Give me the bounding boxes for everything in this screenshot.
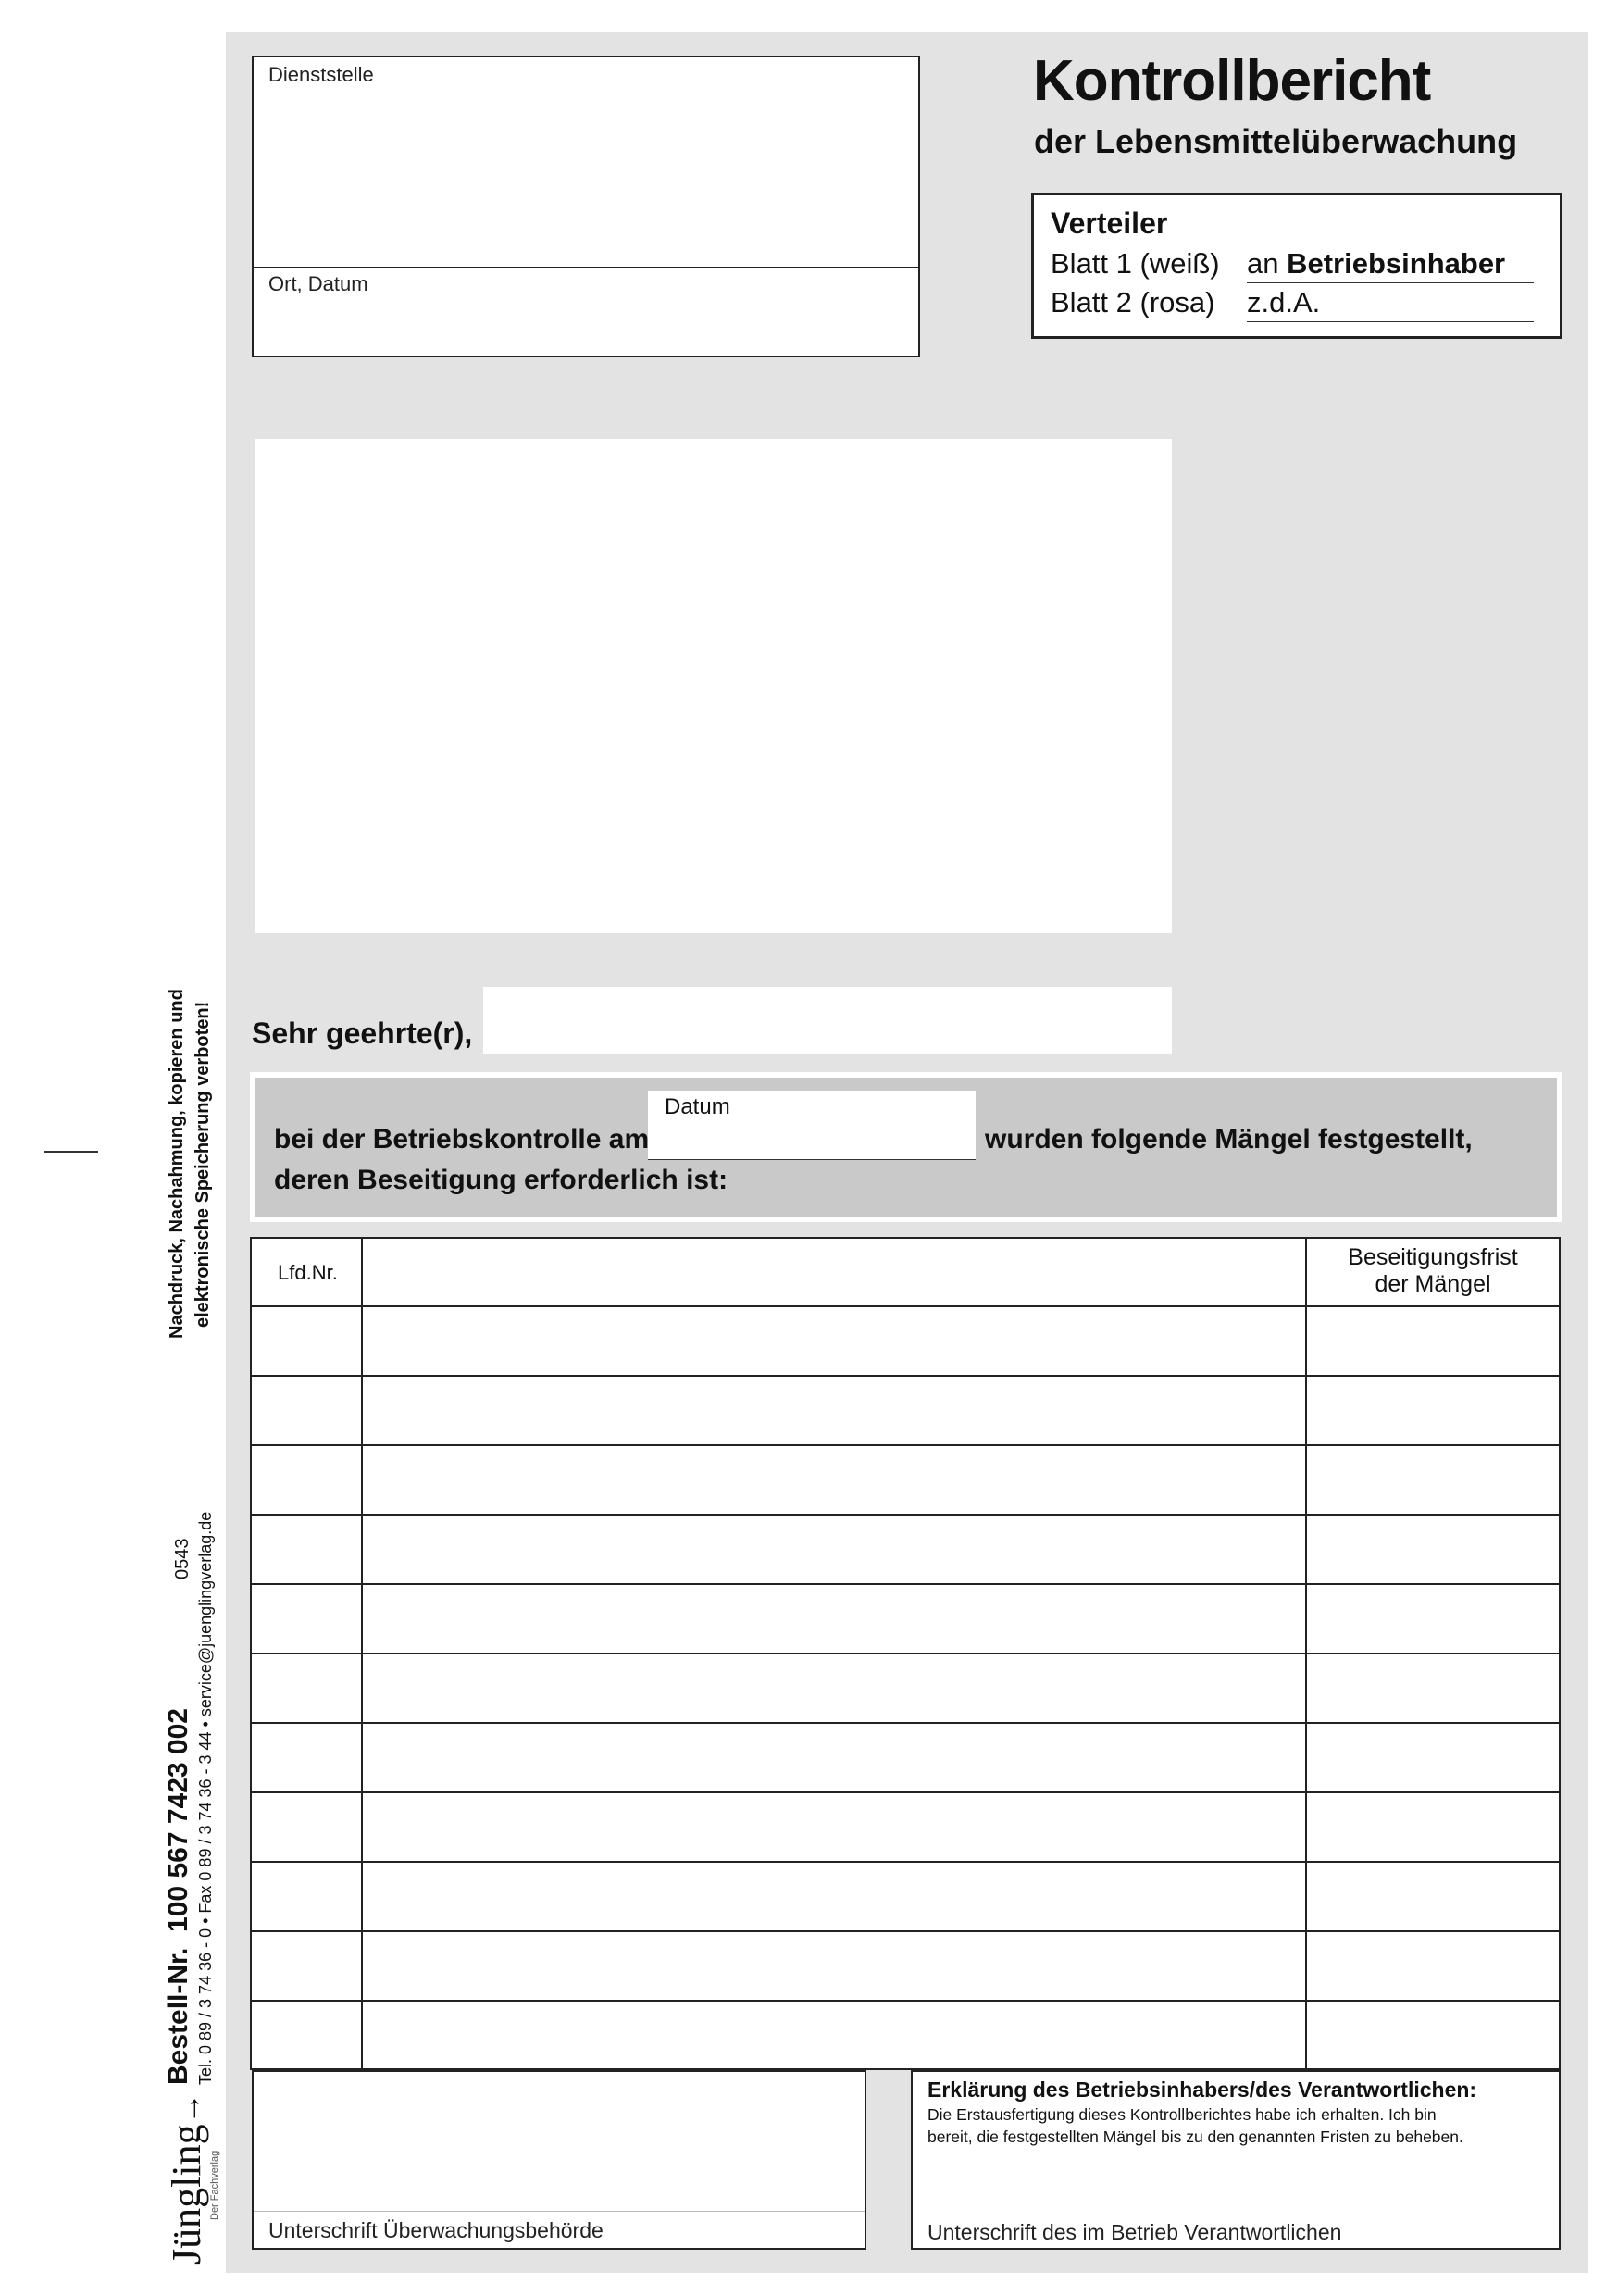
row-nr-cell[interactable] [252,1516,363,1583]
verteiler-target-2-name: z.d.A. [1247,286,1321,318]
row-frist-cell[interactable] [1305,1307,1559,1375]
header-nr-label: Lfd.Nr. [278,1261,338,1284]
copyright-notice-line2: elektronische Speicherung verboten! [193,1001,213,1328]
operator-declaration-text-1: Die Erstausfertigung dieses Kontrollberichtes habe ich erhalten. Ich bin [927,2105,1437,2124]
row-nr-cell[interactable] [252,1307,363,1375]
row-frist-cell[interactable] [1305,1724,1559,1791]
ort-datum-label: Ort, Datum [268,272,368,295]
table-row[interactable] [252,1307,1559,1377]
row-frist-cell[interactable] [1305,1863,1559,1930]
authority-signature-box[interactable] [252,2070,866,2250]
table-row[interactable] [252,1724,1559,1793]
table-row[interactable] [252,1654,1559,1724]
row-frist-cell[interactable] [1305,1654,1559,1722]
copyright-notice-line1: Nachdruck, Nachahmung, kopieren und [167,989,187,1339]
fold-mark [44,1151,98,1153]
control-date-label: Datum [665,1094,730,1119]
table-row[interactable] [252,2002,1559,2068]
order-number-block [163,1708,194,2085]
control-sentence-part1: bei der Betriebskontrolle am [274,1124,650,1154]
header-frist-line1: Beseitigungsfrist [1348,1244,1518,1270]
office-box [252,56,920,357]
row-nr-cell[interactable] [252,1793,363,1861]
row-frist-cell[interactable] [1305,1516,1559,1583]
control-sentence-part3: deren Beseitigung erforderlich ist: [274,1165,728,1195]
row-frist-cell[interactable] [1305,1446,1559,1514]
row-nr-cell[interactable] [252,1932,363,2000]
row-nr-cell[interactable] [252,1724,363,1791]
table-row[interactable] [252,1585,1559,1654]
dienststelle-field[interactable] [254,91,918,267]
operator-signature-label: Unterschrift des im Betrieb Verantwortlichen [927,2220,1342,2244]
row-frist-cell[interactable] [1305,1585,1559,1653]
verteiler-box [1031,193,1562,339]
verteiler-heading: Verteiler [1051,206,1168,240]
verteiler-sheet-1: Blatt 1 (weiß) [1051,247,1220,280]
verteiler-target-2 [1247,286,1534,322]
form-code: 0543 [172,1538,193,1579]
table-row[interactable] [252,1516,1559,1585]
table-row[interactable] [252,1446,1559,1516]
brand-logo [163,2092,210,2265]
row-nr-cell[interactable] [252,1585,363,1653]
header-frist-line2: der Mängel [1375,1271,1491,1297]
authority-signature-line [254,2211,865,2212]
address-window[interactable] [255,439,1172,933]
row-frist-cell[interactable] [1305,2002,1559,2068]
order-label: Bestell-Nr. [163,1947,193,2085]
row-frist-cell[interactable] [1305,1377,1559,1444]
ort-datum-field[interactable] [254,300,918,356]
row-nr-cell[interactable] [252,1863,363,1930]
table-row[interactable] [252,1377,1559,1446]
control-date-field[interactable] [648,1091,976,1160]
dienststelle-label: Dienststelle [268,63,374,86]
control-sentence-part2: wurden folgende Mängel festgestellt, [985,1124,1473,1154]
brand-mark-icon: → [173,2092,207,2125]
row-nr-cell[interactable] [252,2002,363,2068]
header-nr-cell [252,1239,363,1305]
verteiler-sheet-2: Blatt 2 (rosa) [1051,286,1215,318]
verteiler-target-1 [1247,247,1534,283]
operator-declaration-heading: Erklärung des Betriebsinhabers/des Verantwortlichen: [927,2078,1477,2102]
row-nr-cell[interactable] [252,1654,363,1722]
operator-declaration-text-2: bereit, die festgestellten Mängel bis zu den genannten Fristen zu beheben. [927,2128,1463,2146]
row-frist-cell[interactable] [1305,1932,1559,2000]
verteiler-target-1-prefix: an [1247,247,1288,280]
contact-line: Tel. 0 89 / 3 74 36 - 0 • Fax 0 89 / 3 74 36 - 3 44 • service@juenglingverlag.de [196,1511,215,2085]
brand-name: Jüngling [164,2124,209,2265]
verteiler-target-1-name: Betriebsinhaber [1287,247,1506,280]
brand-subline: Der Fachverlag [209,2150,220,2220]
table-row[interactable] [252,1932,1559,2002]
header-frist-cell [1305,1239,1559,1305]
authority-signature-label: Unterschrift Überwachungsbehörde [268,2218,604,2242]
row-nr-cell[interactable] [252,1446,363,1514]
page-title: Kontrollbericht [1033,49,1431,113]
office-box-divider [254,267,918,268]
page-subtitle: der Lebensmittelüberwachung [1034,122,1518,160]
salutation-label: Sehr geehrte(r), [252,1017,473,1050]
table-header [252,1239,1559,1307]
row-nr-cell[interactable] [252,1377,363,1444]
row-frist-cell[interactable] [1305,1793,1559,1861]
table-row[interactable] [252,1793,1559,1863]
salutation-name-field[interactable] [483,987,1172,1054]
table-row[interactable] [252,1863,1559,1932]
order-number: 100 567 7423 002 [163,1708,193,1932]
operator-signature-box[interactable] [911,2070,1561,2250]
